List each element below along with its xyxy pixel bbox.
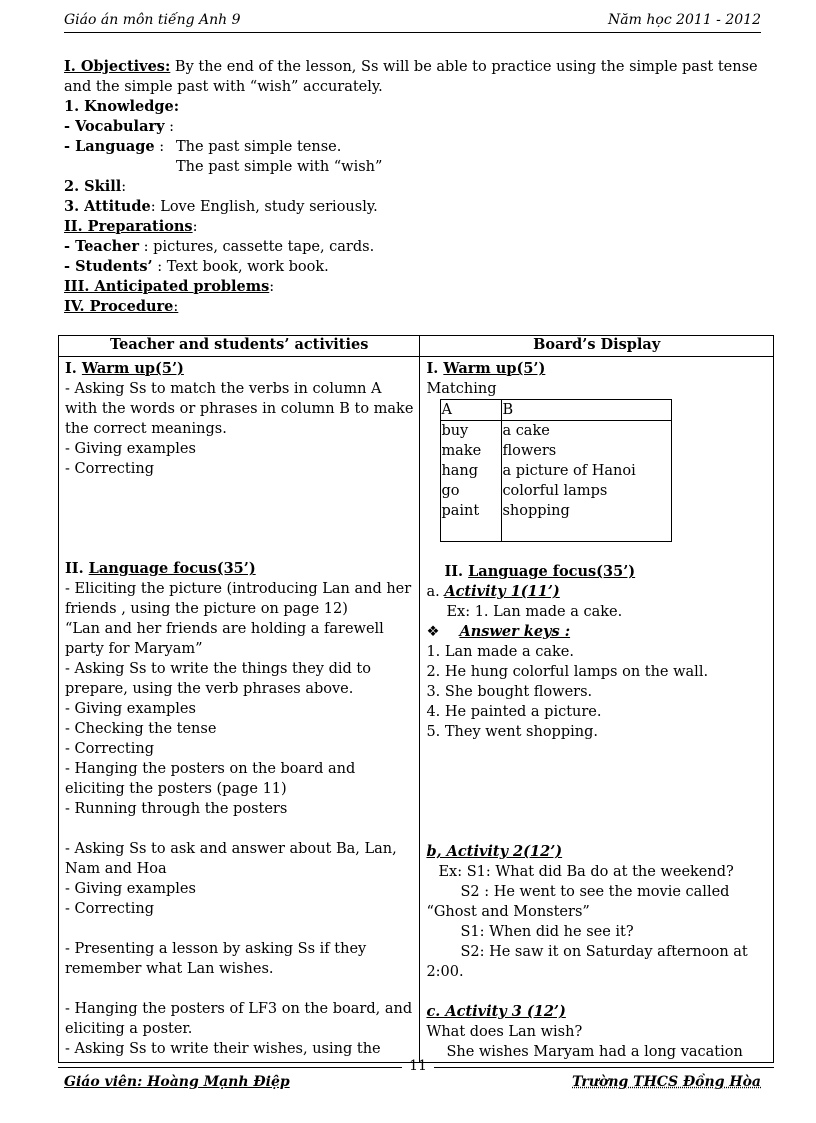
- page-number: 11: [409, 1058, 427, 1074]
- answer-line: 4. He painted a picture.: [426, 704, 602, 720]
- activity-2-line: S2 : He went to see the movie called: [460, 884, 730, 900]
- anticipated-line: [64, 277, 764, 297]
- matching-a-item: make: [441, 443, 482, 459]
- students-prep-line: [64, 257, 764, 277]
- left-act2-line: Nam and Hoa: [65, 861, 167, 877]
- anticipated-title: III. Anticipated problems: [64, 278, 270, 295]
- procedure-title: IV. Procedure: [64, 298, 174, 315]
- activities-column: [59, 357, 419, 1059]
- objectives-text-1: By the end of the lesson, Ss will be able to practice using the simple past tense: [170, 59, 758, 75]
- page-header: [64, 12, 761, 33]
- right-warm-up-num: I.: [426, 360, 444, 377]
- matching-b-item: colorful lamps: [502, 483, 608, 499]
- matching-column-b: [502, 421, 672, 542]
- table-header-row: [59, 336, 774, 357]
- left-act2-line: - Asking Ss to ask and answer about Ba, Lan,: [65, 841, 397, 857]
- left-act2-line: - Giving examples: [65, 881, 196, 897]
- activities-cell: [59, 357, 420, 1063]
- left-warm-up-num: I.: [65, 360, 82, 377]
- objectives-section: [64, 57, 764, 317]
- left-language-focus-heading: [65, 559, 413, 579]
- footer-rule-left: [58, 1067, 402, 1068]
- footer-school: Trường THCS Đồng Hòa: [572, 1074, 761, 1090]
- preparations-colon: :: [192, 219, 198, 235]
- activity-2-line: S2: He saw it on Saturday afternoon at: [460, 944, 748, 960]
- left-lf-num: II.: [65, 560, 89, 577]
- left-warm-line: with the words or phrases in column B to make: [65, 401, 414, 417]
- answer-line: 3. She bought flowers.: [426, 684, 593, 700]
- activity-1-example: Ex: 1. Lan made a cake.: [446, 604, 623, 620]
- left-warm-line: - Giving examples: [65, 441, 196, 457]
- answer-keys-title: Answer keys :: [459, 623, 571, 640]
- left-lf-line: - Correcting: [65, 741, 154, 757]
- matching-b-item: a cake: [502, 423, 550, 439]
- footer-teacher: Giáo viên: Hoàng Mạnh Điệp: [64, 1074, 290, 1090]
- activity-3-line: What does Lan wish?: [426, 1024, 583, 1040]
- left-warm-line: the correct meanings.: [65, 421, 227, 437]
- matching-table: [440, 399, 672, 542]
- activity-2-title: b, Activity 2(12’): [426, 843, 563, 860]
- activity-1-heading: [426, 582, 767, 602]
- activity-3-line: She wishes Maryam had a long vacation: [446, 1044, 743, 1060]
- right-language-focus-heading: [426, 562, 767, 582]
- matching-column-a: [441, 421, 502, 542]
- matching-head-a: A: [441, 400, 502, 421]
- procedure-colon: :: [173, 299, 179, 315]
- left-warm-up-title: Warm up(5’): [81, 360, 184, 377]
- knowledge-heading: 1. Knowledge:: [64, 98, 180, 115]
- vocabulary-label: - Vocabulary: [64, 118, 165, 135]
- vocabulary-colon: :: [164, 119, 175, 135]
- teacher-prep-text: : pictures, cassette tape, cards.: [139, 239, 375, 255]
- students-prep-text: : Text book, work book.: [152, 259, 329, 275]
- left-act2-line: - Correcting: [65, 901, 154, 917]
- col-header-activities: Teacher and students’ activities: [59, 336, 420, 357]
- matching-b-item: a picture of Hanoi: [502, 463, 636, 479]
- matching-b-item: flowers: [502, 443, 557, 459]
- matching-head-b: B: [502, 400, 672, 421]
- left-act3-line: - Hanging the posters of LF3 on the board, and: [65, 1001, 413, 1017]
- teacher-prep-line: [64, 237, 764, 257]
- language-item-1: The past simple tense.: [176, 139, 342, 155]
- board-column: [420, 357, 773, 1062]
- left-lf-line: friends , using the picture on page 12): [65, 601, 348, 617]
- objectives-line-1: [64, 57, 764, 77]
- activity-2-line: S1: When did he see it?: [460, 924, 634, 940]
- activity-2-line: Ex: S1: What did Ba do at the weekend?: [438, 864, 734, 880]
- matching-body-row: [441, 421, 672, 542]
- students-prep-label: - Students’: [64, 258, 153, 275]
- right-lf-title: Language focus(35’): [468, 563, 636, 580]
- page-number-bar: [58, 1058, 774, 1074]
- preparations-line: [64, 217, 764, 237]
- procedure-line: [64, 297, 764, 317]
- diamond-bullet-icon: ❖: [426, 624, 440, 640]
- footer-rule-right: [434, 1067, 774, 1068]
- left-lf-line: - Giving examples: [65, 701, 196, 717]
- answer-line: 2. He hung colorful lamps on the wall.: [426, 664, 709, 680]
- left-lf-line: - Running through the posters: [65, 801, 288, 817]
- activity-2-line: 2:00.: [426, 964, 464, 980]
- left-act3-line: - Asking Ss to write their wishes, using the: [65, 1041, 381, 1057]
- skill-colon: :: [121, 179, 127, 195]
- answer-line: 5. They went shopping.: [426, 724, 598, 740]
- matching-a-item: paint: [441, 503, 480, 519]
- attitude-label: 3. Attitude: [64, 198, 151, 215]
- left-lf-line: - Hanging the posters on the board and: [65, 761, 356, 777]
- objectives-title: I. Objectives:: [64, 58, 171, 75]
- language-colon: :: [154, 139, 165, 155]
- right-lf-num: II.: [444, 563, 469, 580]
- attitude-line: [64, 197, 764, 217]
- activity-1-prefix: a.: [426, 584, 445, 600]
- skill-line: [64, 177, 764, 197]
- left-warm-line: - Asking Ss to match the verbs in column A: [65, 381, 382, 397]
- right-warm-up-title: Warm up(5’): [443, 360, 546, 377]
- attitude-text: : Love English, study seriously.: [150, 199, 378, 215]
- answer-line: 1. Lan made a cake.: [426, 644, 574, 660]
- right-warm-up-heading: [426, 359, 767, 379]
- header-subject: Giáo án môn tiếng Anh 9: [64, 12, 241, 28]
- matching-b-item: shopping: [502, 503, 570, 519]
- matching-label: Matching: [426, 381, 497, 397]
- header-year: Năm học 2011 - 2012: [608, 12, 761, 28]
- activity-2-line: “Ghost and Monsters”: [426, 904, 590, 920]
- left-lf-line: - Asking Ss to write the things they did to: [65, 661, 371, 677]
- left-present-line: - Presenting a lesson by asking Ss if they: [65, 941, 367, 957]
- objectives-text-2: and the simple past with “wish” accurately.: [64, 79, 383, 95]
- procedure-table: [58, 335, 774, 1063]
- anticipated-colon: :: [269, 279, 275, 295]
- teacher-prep-label: - Teacher: [64, 238, 140, 255]
- left-lf-line: - Eliciting the picture (introducing Lan and her: [65, 581, 412, 597]
- language-label: - Language: [64, 138, 155, 155]
- left-lf-line: prepare, using the verb phrases above.: [65, 681, 354, 697]
- activity-3-title: c. Activity 3 (12’): [426, 1003, 566, 1020]
- matching-a-item: buy: [441, 423, 469, 439]
- left-lf-line: eliciting the posters (page 11): [65, 781, 287, 797]
- left-act3-line: eliciting a poster.: [65, 1021, 193, 1037]
- left-lf-line: - Checking the tense: [65, 721, 217, 737]
- skill-label: 2. Skill: [64, 178, 122, 195]
- left-lf-title: Language focus(35’): [88, 560, 256, 577]
- left-lf-line: party for Maryam”: [65, 641, 203, 657]
- matching-a-item: hang: [441, 463, 479, 479]
- left-warm-up-heading: [65, 359, 413, 379]
- left-lf-line: “Lan and her friends are holding a farewell: [65, 621, 384, 637]
- matching-a-item: go: [441, 483, 460, 499]
- left-present-line: remember what Lan wishes.: [65, 961, 274, 977]
- language-item-2: The past simple with “wish”: [176, 159, 383, 175]
- preparations-title: II. Preparations: [64, 218, 193, 235]
- activity-1-title: Activity 1(11’): [444, 583, 560, 600]
- left-warm-line: - Correcting: [65, 461, 154, 477]
- matching-header-row: [441, 400, 672, 421]
- language-line: [64, 137, 764, 157]
- vocabulary-line: [64, 117, 764, 137]
- board-cell: [420, 357, 774, 1063]
- table-body-row: [59, 357, 774, 1063]
- col-header-board: Board’s Display: [420, 336, 774, 357]
- answer-keys-heading: [426, 622, 767, 642]
